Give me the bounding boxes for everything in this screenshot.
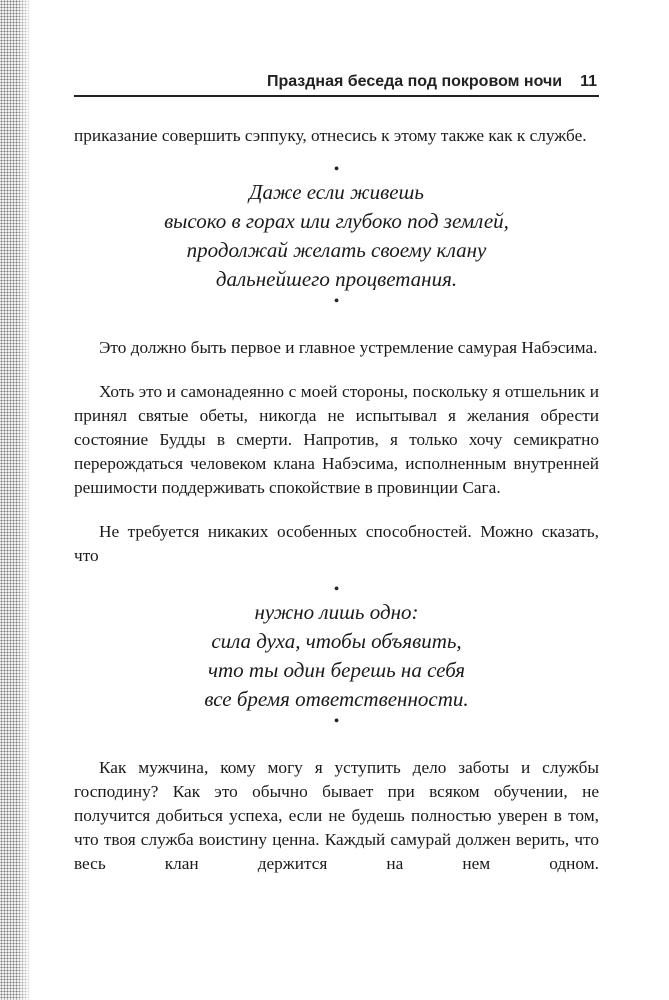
quote-line: Даже если живешь [249,180,424,204]
page-number: 11 [580,73,597,90]
paragraph: Не требуется никаких особенных способностей. Можно сказать, что [74,522,599,565]
paragraph: Как мужчина, кому могу я уступить дело заботы и службы господину? Как это обычно бывает при всяком обучении, не получится добиться успеха, если не будешь полностью уверен в том, что твоя служба воистину ценна. Каждый самурай должен верить, что весь клан держится на нем одном. [74,758,599,873]
quote-line: что ты один берешь на себя [207,658,465,682]
quote-line: сила духа, чтобы объявить, [211,629,462,653]
paragraph: Хоть это и самонадеянно с моей стороны, поскольку я отшельник и принял святые обеты, никогда не испытывал я желания обрести состояние Будды в смерти. Напротив, я только хочу семикратно перерождаться человеком клана Набэсима, исполненным внутренней решимости поддерживать спокойствие в провинции Сага. [74,382,599,497]
quote-line: дальнейшего процветания. [215,267,458,291]
page-edge-halftone [0,0,30,1000]
paragraph-continuation: приказание совершить сэппуку, отнесись к этому также как к службе. [74,126,587,145]
ornament-bullet-icon: • [333,161,340,178]
quote-line: высоко в горах или глубоко под землей, [164,209,509,233]
quote-block-1 [74,162,599,310]
book-page [74,0,599,1000]
page-body [74,124,599,876]
ornament-bullet-icon: • [333,581,340,598]
quote-line: все бремя ответственности. [204,687,469,711]
running-header [74,71,599,97]
quote-line: продолжай желать своему клану [186,238,487,262]
running-header-title: Праздная беседа под покровом ночи [266,73,563,90]
ornament-bullet-icon: • [333,713,340,730]
ornament-bullet-icon: • [333,293,340,310]
paragraph: Это должно быть первое и главное устремление самурая Набэсима. [99,338,598,357]
quote-block-2 [74,582,599,730]
quote-line: нужно лишь одно: [254,600,419,624]
